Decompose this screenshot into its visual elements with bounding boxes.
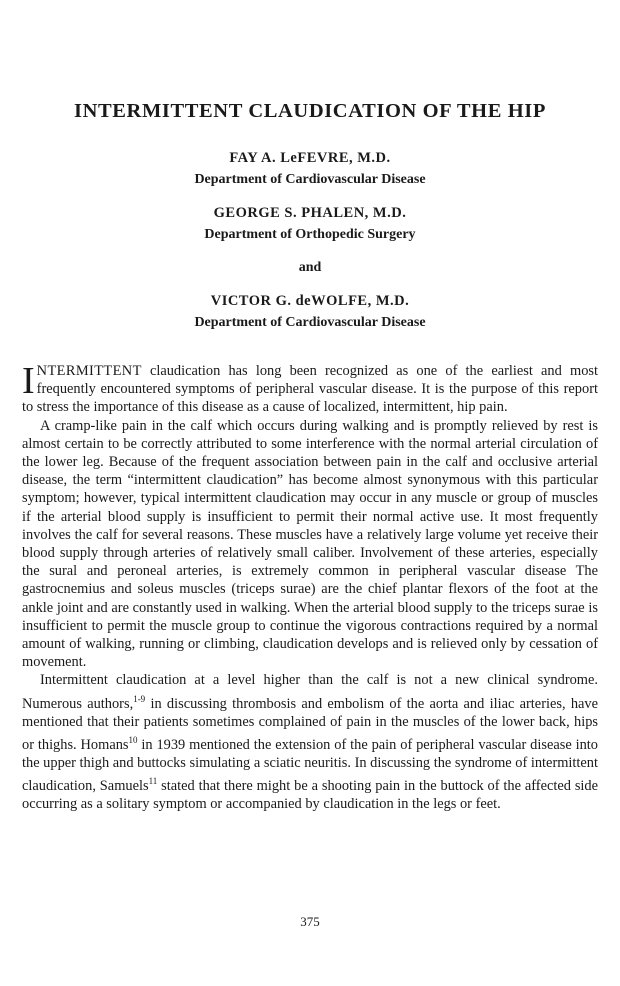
author-1-name: FAY A. LeFEVRE, M.D. (229, 150, 391, 166)
author-1-department: Department of Cardiovascular Disease (194, 172, 426, 187)
author-2-name: GEORGE S. PHALEN, M.D. (213, 205, 407, 221)
paragraph-1-text: claudication has long been recognized as one of the earliest and most frequently encountered symptoms of peripheral vascular disease. It is the purpose of this report to stress the importance of this disease as a cause of localized, intermittent, hip pain. (22, 363, 598, 416)
paragraph-2: A cramp-like pain in the calf which occurs during walking and is promptly relieved by rest is almost certain to be correctly attributed to some interference with the normal arterial circulation of the lower leg. Because of the frequent association between pain in the calf and occlusive arterial disease, the term “intermittent claudication” has become almost synonymous with this particular symptom; however, typical intermittent claudication may occur in any muscle or group of muscles if the arterial blood supply is insufficient to permit their normal active use. It most frequently involves the calf for several reasons. These muscles have a relatively large volume yet receive their blood supply through arteries of relatively small caliber. Involvement of these arteries, especially the sural and peroneal arteries, is extremely common in peripheral vascular disease The gastrocnemius and soleus muscles (triceps surae) are the chief plantar flexors of the foot at the ankle joint and are constantly used in walking. When the arterial blood supply to the triceps surae is insufficient to permit the muscle group to continue the vigorous contractions required by a normal amount of walking, running or climbing, claudication develops and is relieved only by cessation of movement. (22, 417, 598, 671)
paragraph-3 (22, 671, 598, 813)
paragraph-3-part-d: stated that there might be a shooting pain in the buttock of the affected side occurring as a solitary symptom or accompanied by claudication in the legs or feet. (22, 777, 598, 813)
paragraph-1-lead: NTERMITTENT (36, 363, 142, 379)
article-body (22, 362, 598, 813)
reference-superscript: 11 (148, 776, 158, 787)
paragraph-1 (22, 362, 598, 417)
paragraph-3-part-a: Intermittent claudication at a level higher than the calf is not a new clinical syndrome. Numerous authors, (22, 672, 598, 712)
reference-superscript: 1-9 (133, 693, 146, 704)
author-conjunction: and (298, 260, 322, 275)
author-3-department: Department of Cardiovascular Disease (194, 315, 426, 330)
paragraph-3-part-b: in discussing thrombosis and embolism of the aorta and iliac arteries, have mentioned that their patients sometimes complained of pain in the muscles of the lower back, hips or thighs. Homans (22, 695, 598, 753)
drop-cap: I (22, 360, 35, 402)
author-3-name: VICTOR G. deWOLFE, M.D. (210, 293, 410, 309)
page-number: 375 (300, 914, 320, 929)
article-title: INTERMITTENT CLAUDICATION OF THE HIP (74, 100, 546, 122)
reference-superscript: 10 (128, 734, 138, 745)
paragraph-3-part-c: in 1939 mentioned the extension of the pain of peripheral vascular disease into the upper thigh and buttocks simulating a sciatic neuritis. In discussing the syndrome of intermittent claudication, Samuels (22, 736, 598, 794)
author-2-department: Department of Orthopedic Surgery (204, 227, 416, 242)
